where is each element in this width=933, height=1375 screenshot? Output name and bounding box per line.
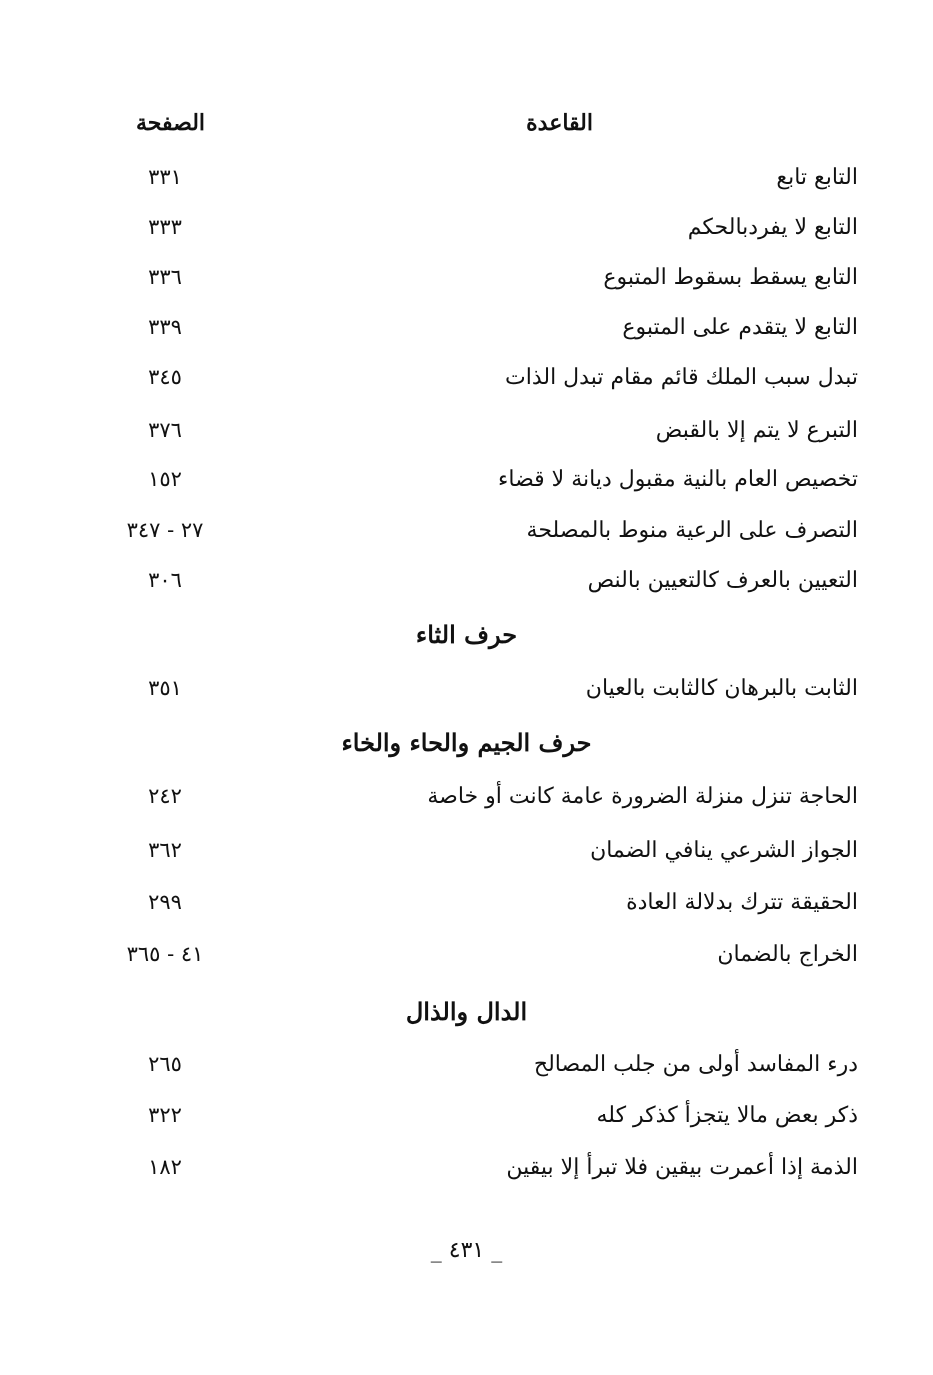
page-number: ٤١ - ٣٦٥ [126,942,204,966]
index-row [0,838,933,878]
index-row [0,942,933,982]
rule-text: التابع تابع [776,165,858,190]
rule-text: الذمة إذا أعمرت بيقين فلا تبرأ إلا بيقين [506,1155,858,1180]
rule-text: الحقيقة تترك بدلالة العادة [626,890,858,915]
page-number: ٣٦٢ [148,838,182,862]
index-row [0,568,933,608]
page-number: ٣٣٦ [148,265,182,289]
rule-text: ذكر بعض مالا يتجزأ كذكر كله [596,1103,858,1128]
index-row [0,165,933,205]
rule-text: التصرف على الرعية منوط بالمصلحة [526,518,858,543]
page-number: ١٥٢ [148,467,182,491]
rule-text: الثابت بالبرهان كالثابت بالعيان [585,676,858,701]
index-row [0,215,933,255]
index-row [0,1103,933,1143]
page-number: ٢٩٩ [148,890,182,914]
section-heading: حرف الثاء [415,620,518,649]
index-row [0,518,933,558]
rule-text: التابع لا يتقدم على المتبوع [622,315,858,340]
index-row [0,676,933,716]
index-row [0,365,933,405]
index-row [0,784,933,824]
page-number: ١٨٢ [148,1155,182,1179]
rule-text: درء المفاسد أولى من جلب المصالح [533,1052,858,1077]
page-footer-number: _ ٤٣١ _ [430,1238,503,1263]
page-column-header: الصفحة [136,110,206,136]
index-row [0,265,933,305]
page-number: ٢٤٢ [148,784,182,808]
rule-text: التبرع لا يتم إلا بالقبض [655,418,858,443]
rule-text: الخراج بالضمان [717,942,858,967]
rule-text: التابع لا يفردبالحكم [687,215,858,240]
rule-text: تبدل سبب الملك قائم مقام تبدل الذات [505,365,858,390]
section-heading: الدال والذال [405,997,528,1026]
index-row [0,418,933,458]
index-row [0,890,933,930]
rule-text: تخصيص العام بالنية مقبول ديانة لا قضاء [498,467,858,492]
index-row [0,467,933,507]
section-heading: حرف الجيم والحاء والخاء [341,728,592,757]
page-number: ٣٣١ [148,165,182,189]
page-number: ٣٣٩ [148,315,182,339]
page-number: ٢٧ - ٣٤٧ [126,518,204,542]
page-number: ٣٠٦ [148,568,182,592]
index-row [0,315,933,355]
index-row [0,1052,933,1092]
page-number: ٣٧٦ [148,418,182,442]
rule-text: التابع يسقط بسقوط المتبوع [603,265,858,290]
rule-text: الجواز الشرعي ينافي الضمان [590,838,858,863]
page-number: ٣٣٣ [148,215,182,239]
page-number: ٣٥١ [148,676,182,700]
page-number: ٢٦٥ [148,1052,182,1076]
index-row [0,1155,933,1195]
table-header [0,110,933,150]
rule-column-header: القاعدة [526,110,593,136]
rule-text: التعيين بالعرف كالتعيين بالنص [587,568,858,593]
rule-text: الحاجة تنزل منزلة الضرورة عامة كانت أو خاصة [427,784,858,809]
page-number: ٣٤٥ [148,365,182,389]
page-number: ٣٢٢ [148,1103,182,1127]
